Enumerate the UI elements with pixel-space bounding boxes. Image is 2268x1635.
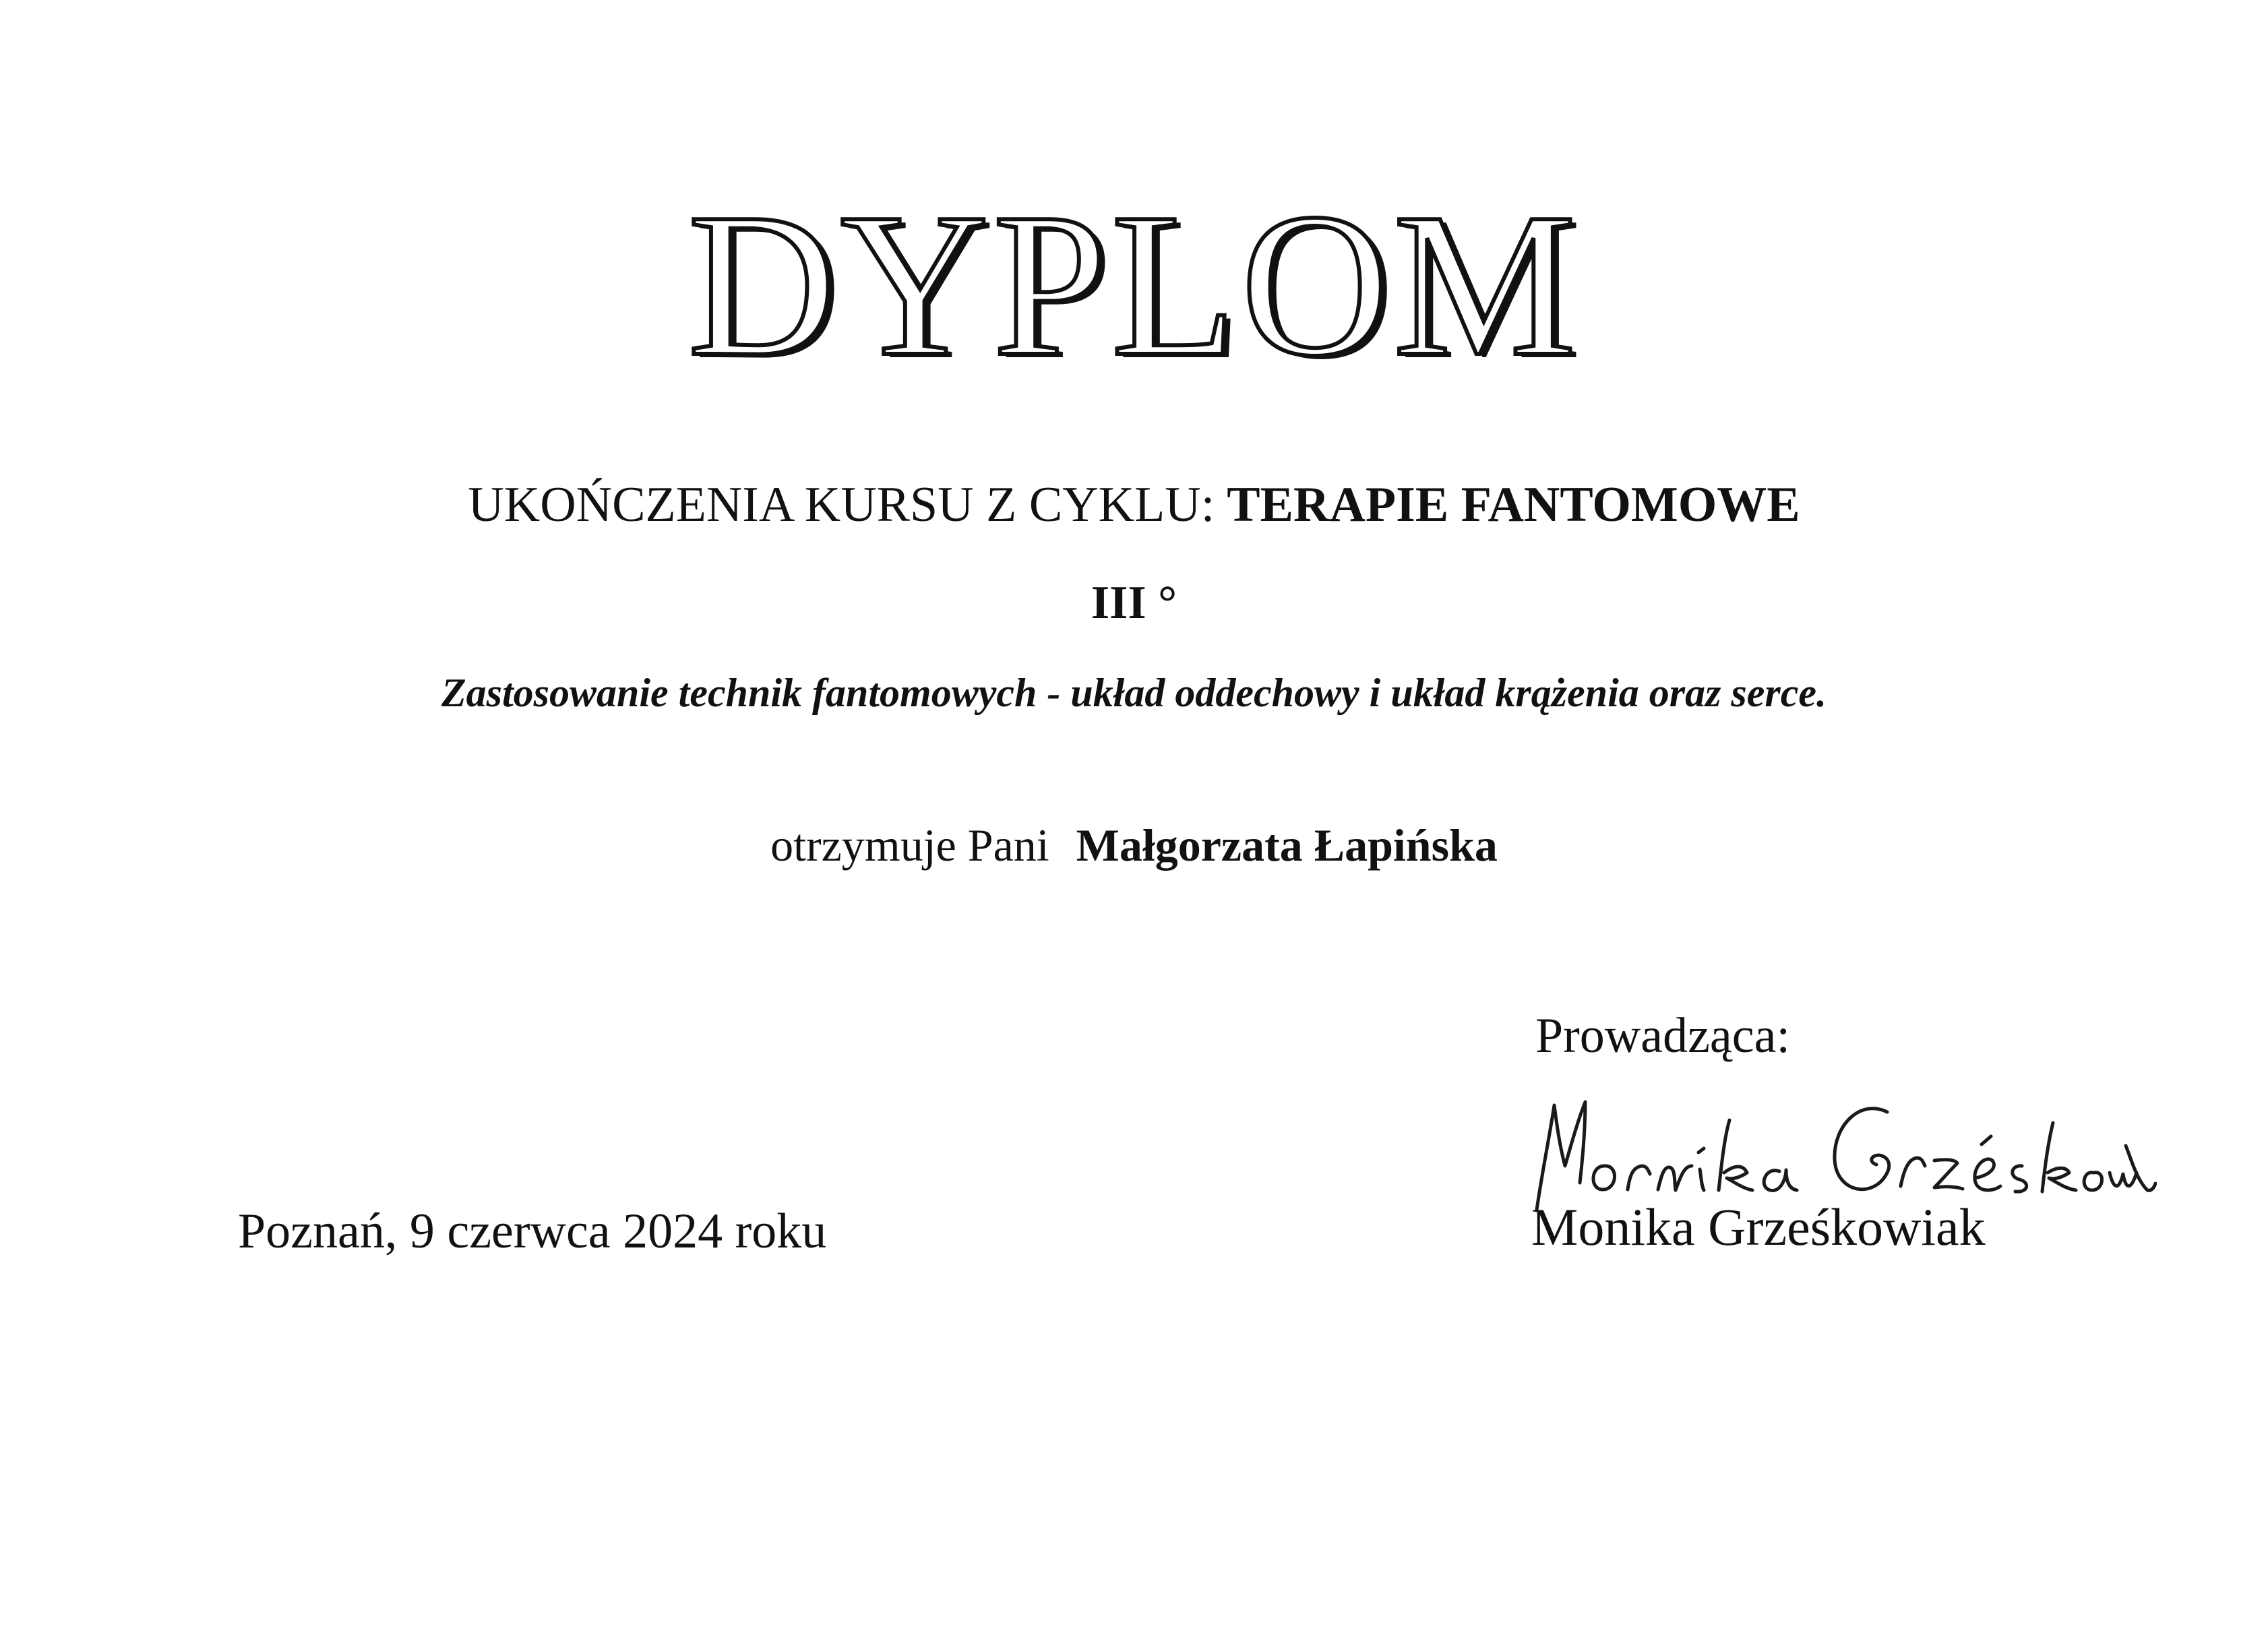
instructor-label: Prowadząca:	[1535, 1008, 1791, 1063]
recipient-prefix: otrzymuje Pani	[770, 820, 1049, 871]
place-date: Poznań, 9 czerwca 2024 roku	[238, 1204, 827, 1259]
diploma-title: DYPLOM	[687, 171, 1581, 398]
course-line	[0, 477, 2268, 532]
recipient-line	[0, 820, 2268, 871]
course-prefix: UKOŃCZENIA KURSU Z CYKLU:	[468, 477, 1215, 532]
recipient-name: Małgorzata Łapińska	[1076, 820, 1498, 871]
course-degree: III °	[1091, 577, 1177, 629]
course-subject: Zastosowanie technik fantomowych - układ oddechowy i układ krążenia oraz serce.	[441, 671, 1827, 715]
instructor-name: Monika Grześkowiak	[1531, 1198, 1986, 1256]
course-name: TERAPIE FANTOMOWE	[1227, 477, 1800, 532]
